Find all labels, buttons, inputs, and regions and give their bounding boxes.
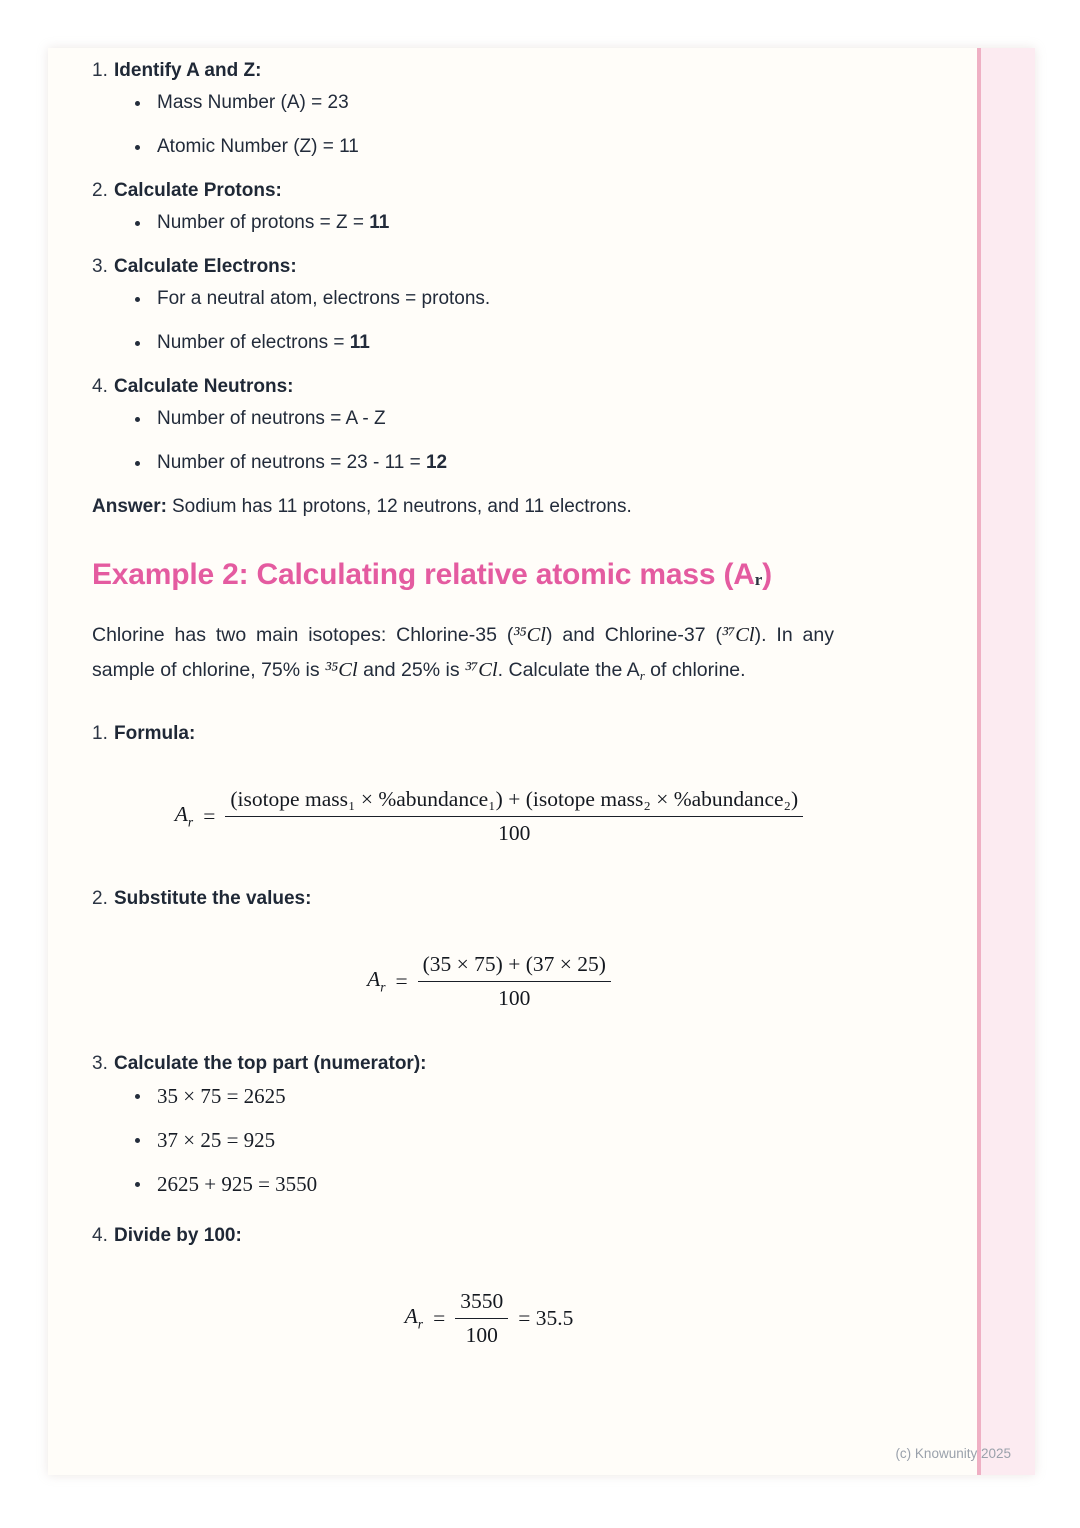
step-heading: Identify A and Z: [114,60,262,81]
formula-substituted [118,952,860,1011]
step-number: 3. [92,256,108,277]
document-card [48,48,1035,1475]
inline-math: ³⁵Cl [325,659,358,681]
inline-math: ³⁷Cl [721,624,755,646]
step3-title [92,256,834,278]
bullet-item [135,288,834,310]
inline-subscript: r [639,668,645,683]
bullet-math-text: 2625 + 925 = 3550 [157,1172,318,1196]
bullet-text: Mass Number (A) = 23 [157,92,349,113]
bullet-text: For a neutral atom, electrons = protons. [157,288,491,309]
step4-bullets [92,408,834,474]
fraction-denominator: 100 [498,986,531,1010]
bullet-text: Atomic Number (Z) = 11 [157,136,359,157]
step-number: 1. [92,723,108,744]
fraction-numerator: 3550 [455,1289,508,1319]
step2-bullets [92,212,834,234]
step-number: 2. [92,180,108,201]
formula-general [118,787,860,846]
bullet-dot-icon [135,101,140,106]
step-heading: Calculate Protons: [114,180,282,201]
ex2-step3-title [92,1053,834,1075]
bullet-dot-icon [135,297,140,302]
bullet-item [135,1085,834,1107]
step1-title [92,60,834,82]
bullet-item [135,212,834,234]
answer-label: Answer: [92,496,167,517]
bullet-text: Number of neutrons = A - Z [157,408,386,429]
bullet-item [135,136,834,158]
formula-lhs: $A_r$ [367,967,386,995]
example2-heading: Example 2: Calculating relative atomic mass (Ar) [92,558,772,591]
step1-bullets [92,92,834,158]
bullet-item [135,1173,834,1195]
equals-sign: = [203,804,216,828]
answer-line [92,496,834,518]
step-heading: Divide by 100: [114,1225,242,1246]
fraction-denominator: 100 [498,821,531,845]
bullet-text: Number of electrons = 11 [157,332,370,353]
step-number: 3. [92,1053,108,1074]
formula-lhs: $A_r$ [174,802,194,830]
bullet-dot-icon [135,1182,140,1187]
ex2-step1-title [92,723,834,745]
equals-sign: = [395,969,408,993]
equals-sign: = [433,1306,446,1330]
step-heading: Calculate Electrons: [114,256,297,277]
ex2-step4-title [92,1225,834,1247]
bullet-text: Number of neutrons = 23 - 11 = 12 [157,452,448,473]
bullet-math-text: 35 × 75 = 2625 [157,1084,286,1108]
bullet-dot-icon [135,417,140,422]
step-number: 4. [92,376,108,397]
bullet-item [135,92,834,114]
heading-subscript: r [754,570,763,589]
step-heading: Calculate the top part (numerator): [114,1053,427,1074]
formula-result-value: = 35.5 [518,1306,574,1330]
formula-lhs: $A_r$ [404,1304,424,1332]
example2-intro: Chlorine has two main isotopes: Chlorine-35 (³⁵Cl) and Chlorine-37 (³⁷Cl). In any sample of chlorine, 75% is ³⁵Cl and 25% is ³⁷Cl. Calculate the $A_r$ of chlorine. [92,624,834,683]
step-heading: Calculate Neutrons: [114,376,294,397]
fraction-denominator: 100 [465,1323,498,1347]
copyright-footer: (c) Knowunity 2025 [895,1446,1011,1461]
fraction [225,787,803,846]
step-heading: Formula: [114,723,196,744]
bullet-dot-icon [135,221,140,226]
step2-title [92,180,834,202]
bullet-dot-icon [135,1094,140,1099]
step-number: 2. [92,888,108,909]
bullet-text: Number of protons = Z = 11 [157,212,390,233]
calc-bullets [92,1085,834,1195]
ex2-step2-title [92,888,834,910]
inline-math: ³⁷Cl [465,659,498,681]
fraction [455,1289,508,1348]
bullet-item [135,452,834,474]
bullet-dot-icon [135,145,140,150]
step-number: 4. [92,1225,108,1246]
inline-math: ³⁵Cl [513,624,546,646]
bullet-dot-icon [135,1138,140,1143]
fraction [418,952,611,1011]
pink-ribbon [977,48,1035,1475]
formula-result [118,1289,860,1348]
bullet-dot-icon [135,461,140,466]
bullet-item [135,332,834,354]
bullet-item [135,1129,834,1151]
step3-bullets [92,288,834,354]
bullet-item [135,408,834,430]
step4-title [92,376,834,398]
step-heading: Substitute the values: [114,888,312,909]
bullet-math-text: 37 × 25 = 925 [157,1128,276,1152]
step-number: 1. [92,60,108,81]
bullet-dot-icon [135,341,140,346]
answer-text: Sodium has 11 protons, 12 neutrons, and 11 electrons. [171,496,632,517]
fraction-numerator: (isotope mass₁ × %abundance₁) + (isotope mass₂ × %abundance₂) [225,787,803,817]
fraction-numerator: (35 × 75) + (37 × 25) [418,952,611,982]
document-content [92,48,834,1390]
